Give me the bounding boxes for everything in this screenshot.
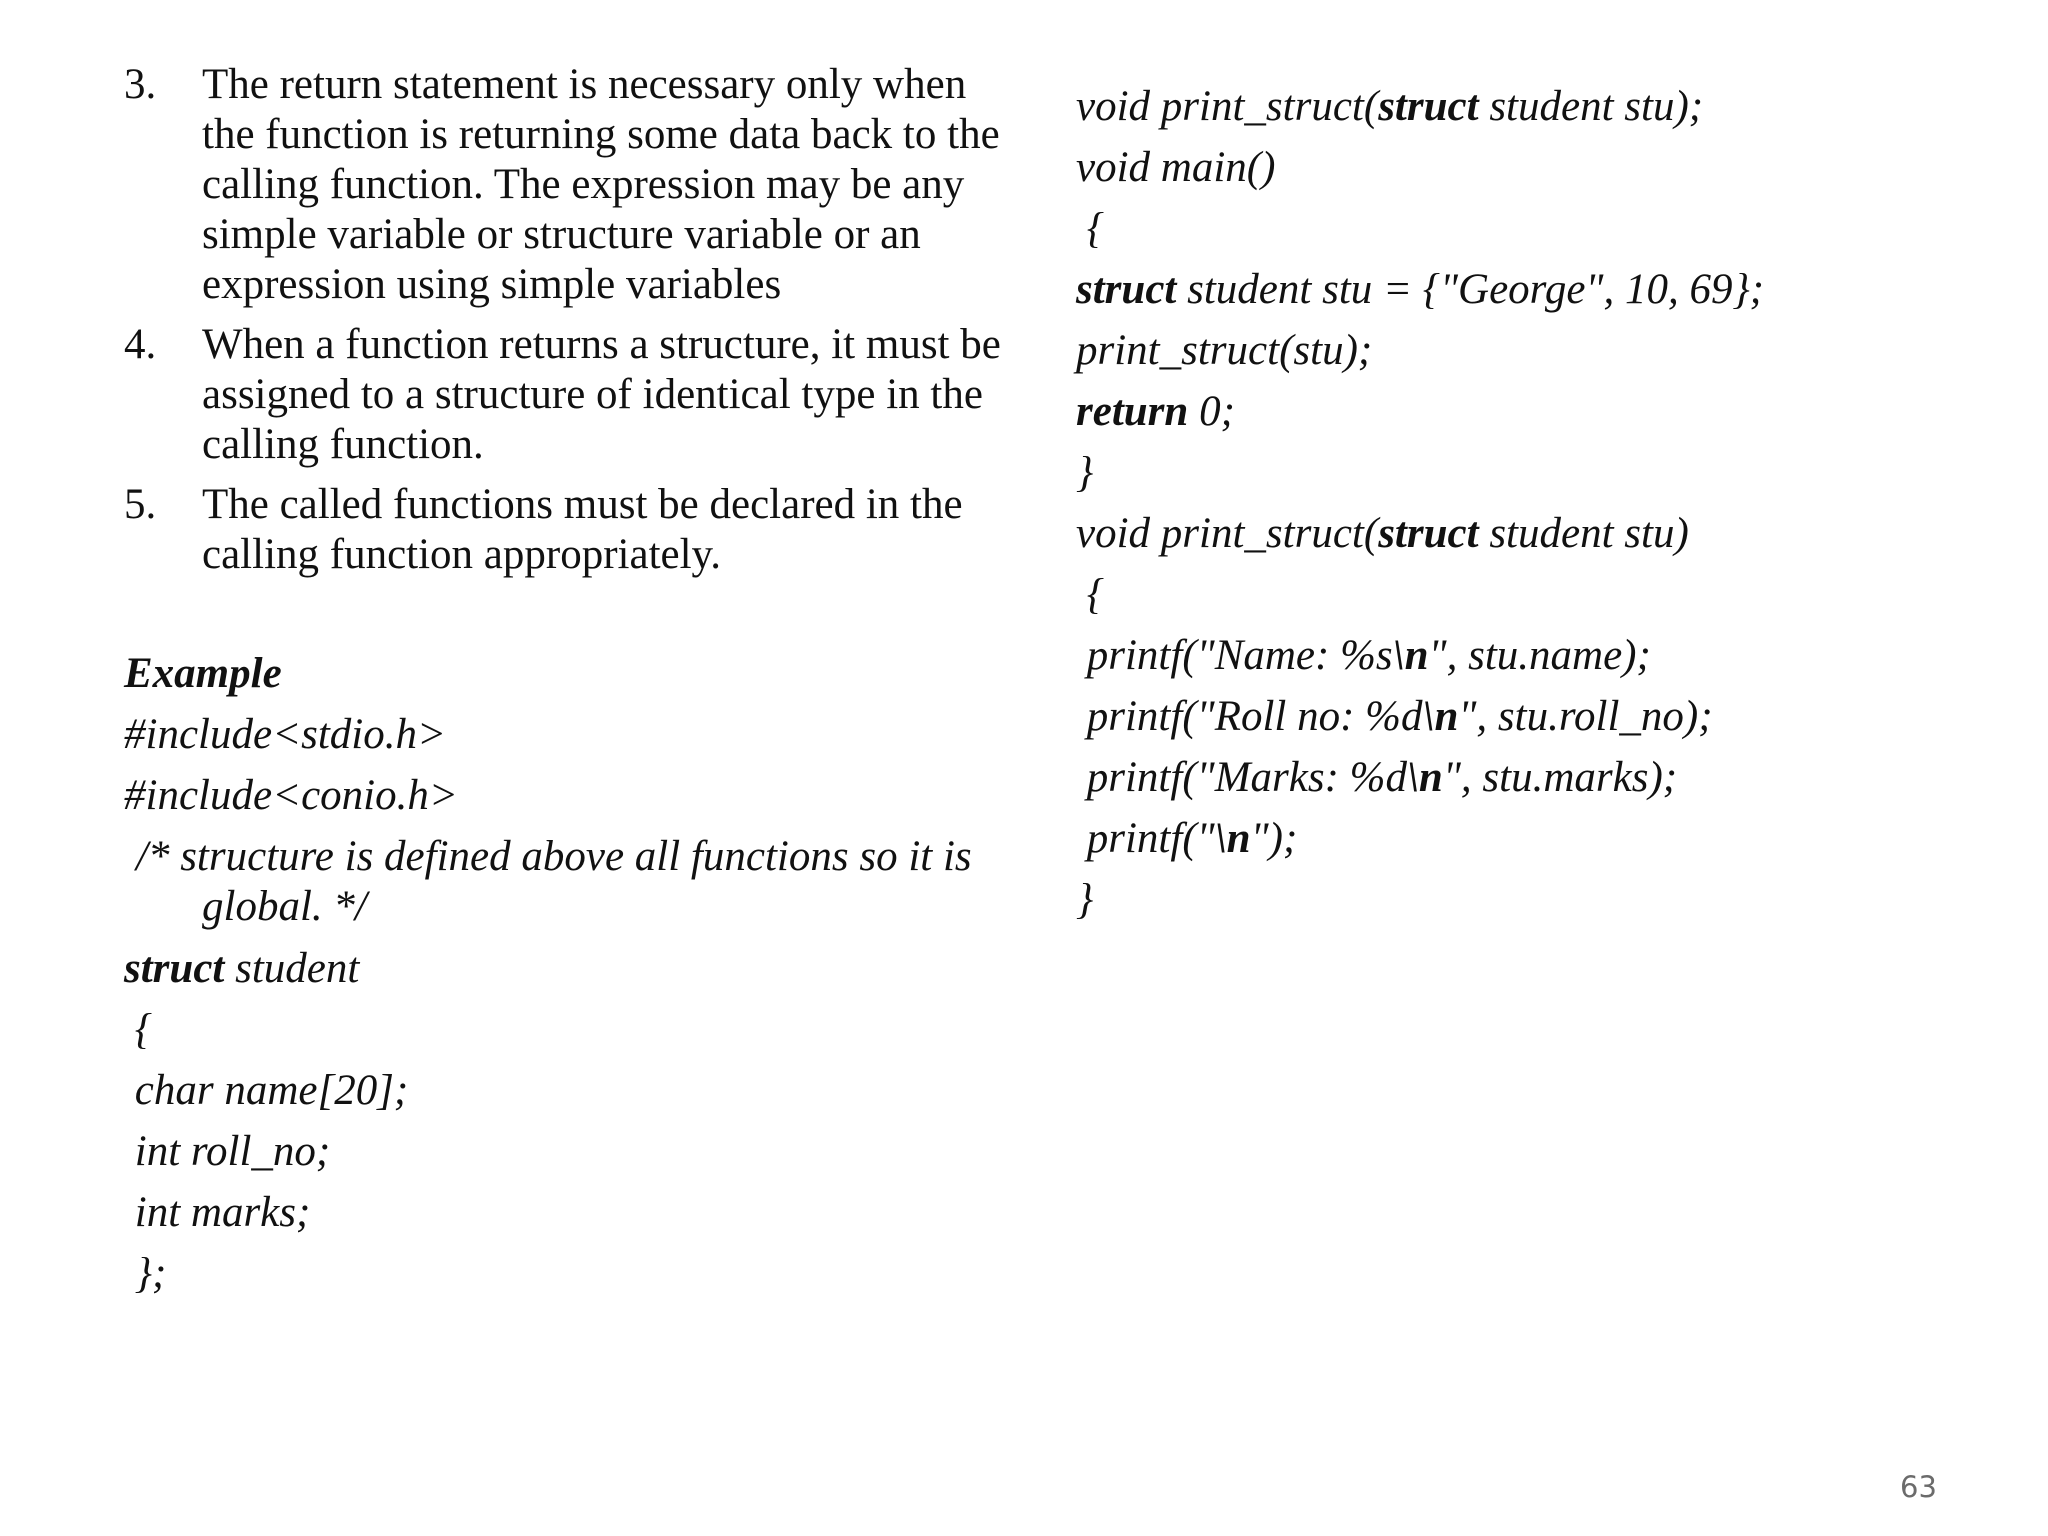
code-text: printf("Roll no: %d	[1076, 693, 1423, 740]
code-line-main-open: {	[1076, 205, 1104, 252]
struct-name: student	[224, 945, 360, 992]
code-text: printf("Name: %s	[1076, 632, 1393, 679]
code-text: student stu)	[1478, 510, 1689, 557]
keyword-struct: struct	[1378, 83, 1479, 130]
code-line-printf-newline	[1076, 808, 1956, 869]
code-text: student stu = {"George", 10, 69};	[1176, 266, 1764, 313]
code-line-member-name: char name[20];	[124, 1067, 409, 1114]
code-line-struct-init	[1076, 259, 1956, 320]
list-item-number: 3.	[124, 61, 157, 108]
code-line-call: print_struct(stu);	[1076, 327, 1373, 374]
code-line-printf-marks	[1076, 747, 1956, 808]
list-item-text: The called functions must be declared in the calling function appropriately.	[202, 481, 963, 578]
code-text: printf("	[1076, 815, 1215, 862]
code-line-printf-name	[1076, 625, 1956, 686]
code-line-printf-roll	[1076, 686, 1956, 747]
code-text: void print_struct(	[1076, 510, 1379, 557]
points-list	[124, 60, 1004, 580]
right-column	[1076, 76, 1956, 930]
code-line-main-close: }	[1076, 449, 1094, 496]
list-item-text: The return statement is necessary only when the function is returning some data back to the calling function. The expression may be any simple variable or structure variable or an expression using simple variables	[202, 61, 1000, 308]
code-line-include-stdio: #include<stdio.h>	[124, 711, 446, 758]
code-line-return	[1076, 381, 1956, 442]
code-text: ", stu.name);	[1428, 632, 1651, 679]
escape-newline: \n	[1422, 693, 1459, 740]
left-column	[124, 60, 1004, 1304]
code-text: ", stu.roll_no);	[1458, 693, 1713, 740]
list-item-number: 4.	[124, 321, 157, 368]
code-line-open-brace: {	[124, 1006, 152, 1053]
code-text: 0;	[1188, 388, 1235, 435]
code-line-main-signature: void main()	[1076, 144, 1276, 191]
list-item	[124, 60, 1004, 310]
keyword-struct: struct	[1378, 510, 1479, 557]
code-comment: /* structure is defined above all functions so it is global. */	[136, 833, 972, 930]
escape-newline: \n	[1406, 754, 1443, 801]
code-line-member-marks: int marks;	[124, 1189, 311, 1236]
code-line-def-close: }	[1076, 876, 1094, 923]
code-line-definition	[1076, 503, 1956, 564]
keyword-struct: struct	[1076, 266, 1177, 313]
code-line-prototype	[1076, 76, 1956, 137]
code-text: ");	[1250, 815, 1298, 862]
code-text: student stu);	[1478, 83, 1704, 130]
escape-newline: \n	[1392, 632, 1429, 679]
code-line-def-open: {	[1076, 571, 1104, 618]
code-line-close-brace: };	[124, 1250, 167, 1297]
list-item	[124, 320, 1004, 470]
page-number: 63	[1900, 1470, 1937, 1504]
code-text: void print_struct(	[1076, 83, 1379, 130]
keyword-struct: struct	[124, 945, 225, 992]
escape-newline: \n	[1214, 815, 1251, 862]
list-item-number: 5.	[124, 481, 157, 528]
list-item	[124, 480, 1004, 580]
code-line-include-conio: #include<conio.h>	[124, 772, 458, 819]
example-heading: Example	[124, 650, 282, 697]
code-text: ", stu.marks);	[1442, 754, 1678, 801]
code-text: printf("Marks: %d	[1076, 754, 1407, 801]
code-line-struct-decl	[124, 938, 1004, 999]
code-line-member-roll: int roll_no;	[124, 1128, 331, 1175]
keyword-return: return	[1076, 388, 1189, 435]
list-item-text: When a function returns a structure, it must be assigned to a structure of identical type in the calling function.	[202, 321, 1001, 468]
